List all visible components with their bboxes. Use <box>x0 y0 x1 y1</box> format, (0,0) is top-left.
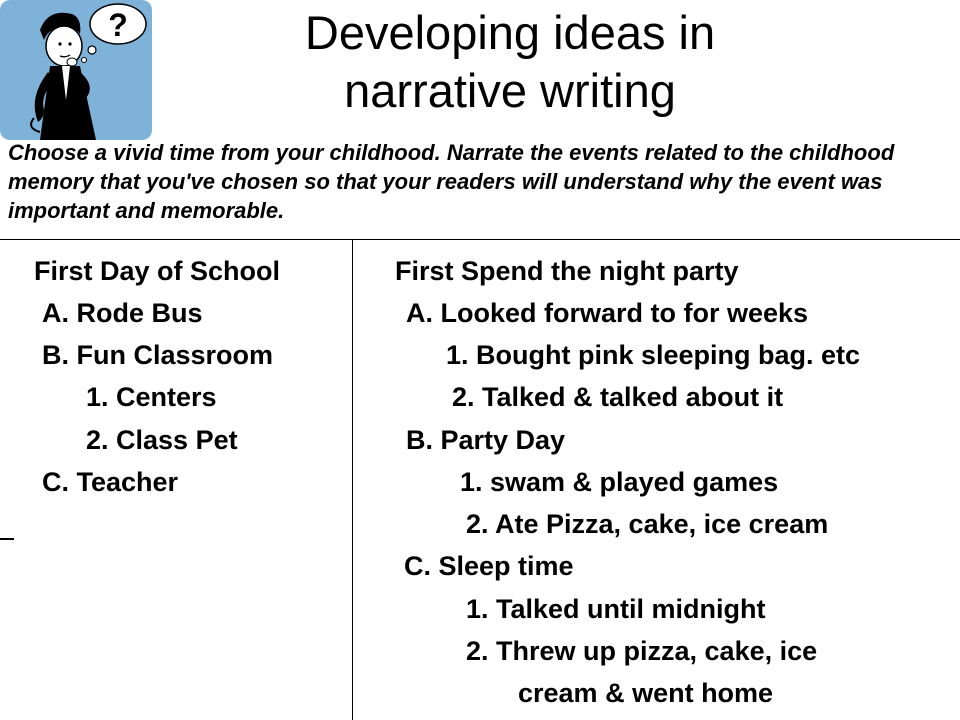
left-edge-mark <box>0 538 14 540</box>
svg-text:?: ? <box>108 7 128 43</box>
left-outline-item: 2. Class Pet <box>86 425 238 455</box>
left-outline-item: 1. Centers <box>86 382 217 412</box>
right-outline-item: 1. Talked until midnight <box>466 594 766 624</box>
right-outline-item: 2. Talked & talked about it <box>452 382 784 412</box>
writing-prompt: Choose a vivid time from your childhood. Narrate the events related to the childhood memory that you've chosen so that your readers will understand why the event was important and memorable. <box>8 140 895 223</box>
horizontal-divider <box>0 239 960 240</box>
left-outline-item: B. Fun Classroom <box>42 340 274 370</box>
right-outline-item: 2. Threw up pizza, cake, ice <box>466 636 818 666</box>
right-outline-item: C. Sleep time <box>404 551 574 581</box>
left-outline-heading: First Day of School <box>34 256 281 286</box>
right-outline-item: B. Party Day <box>406 425 566 455</box>
vertical-divider <box>352 240 353 720</box>
right-outline-item: A. Looked forward to for weeks <box>406 298 809 328</box>
left-outline-item: C. Teacher <box>42 467 179 497</box>
right-outline-item: cream & went home <box>518 678 774 708</box>
right-outline-item: 1. swam & played games <box>460 467 779 497</box>
left-outline-item: A. Rode Bus <box>42 298 203 328</box>
title-line-2: narrative writing <box>344 64 676 117</box>
right-outline-item: 1. Bought pink sleeping bag. etc <box>446 340 861 370</box>
page-title <box>200 4 820 120</box>
thinking-person-question-mark-icon <box>0 0 152 140</box>
right-outline-heading: First Spend the night party <box>395 256 739 286</box>
title-line-1: Developing ideas in <box>304 6 716 59</box>
right-outline-item: 2. Ate Pizza, cake, ice cream <box>466 509 829 539</box>
